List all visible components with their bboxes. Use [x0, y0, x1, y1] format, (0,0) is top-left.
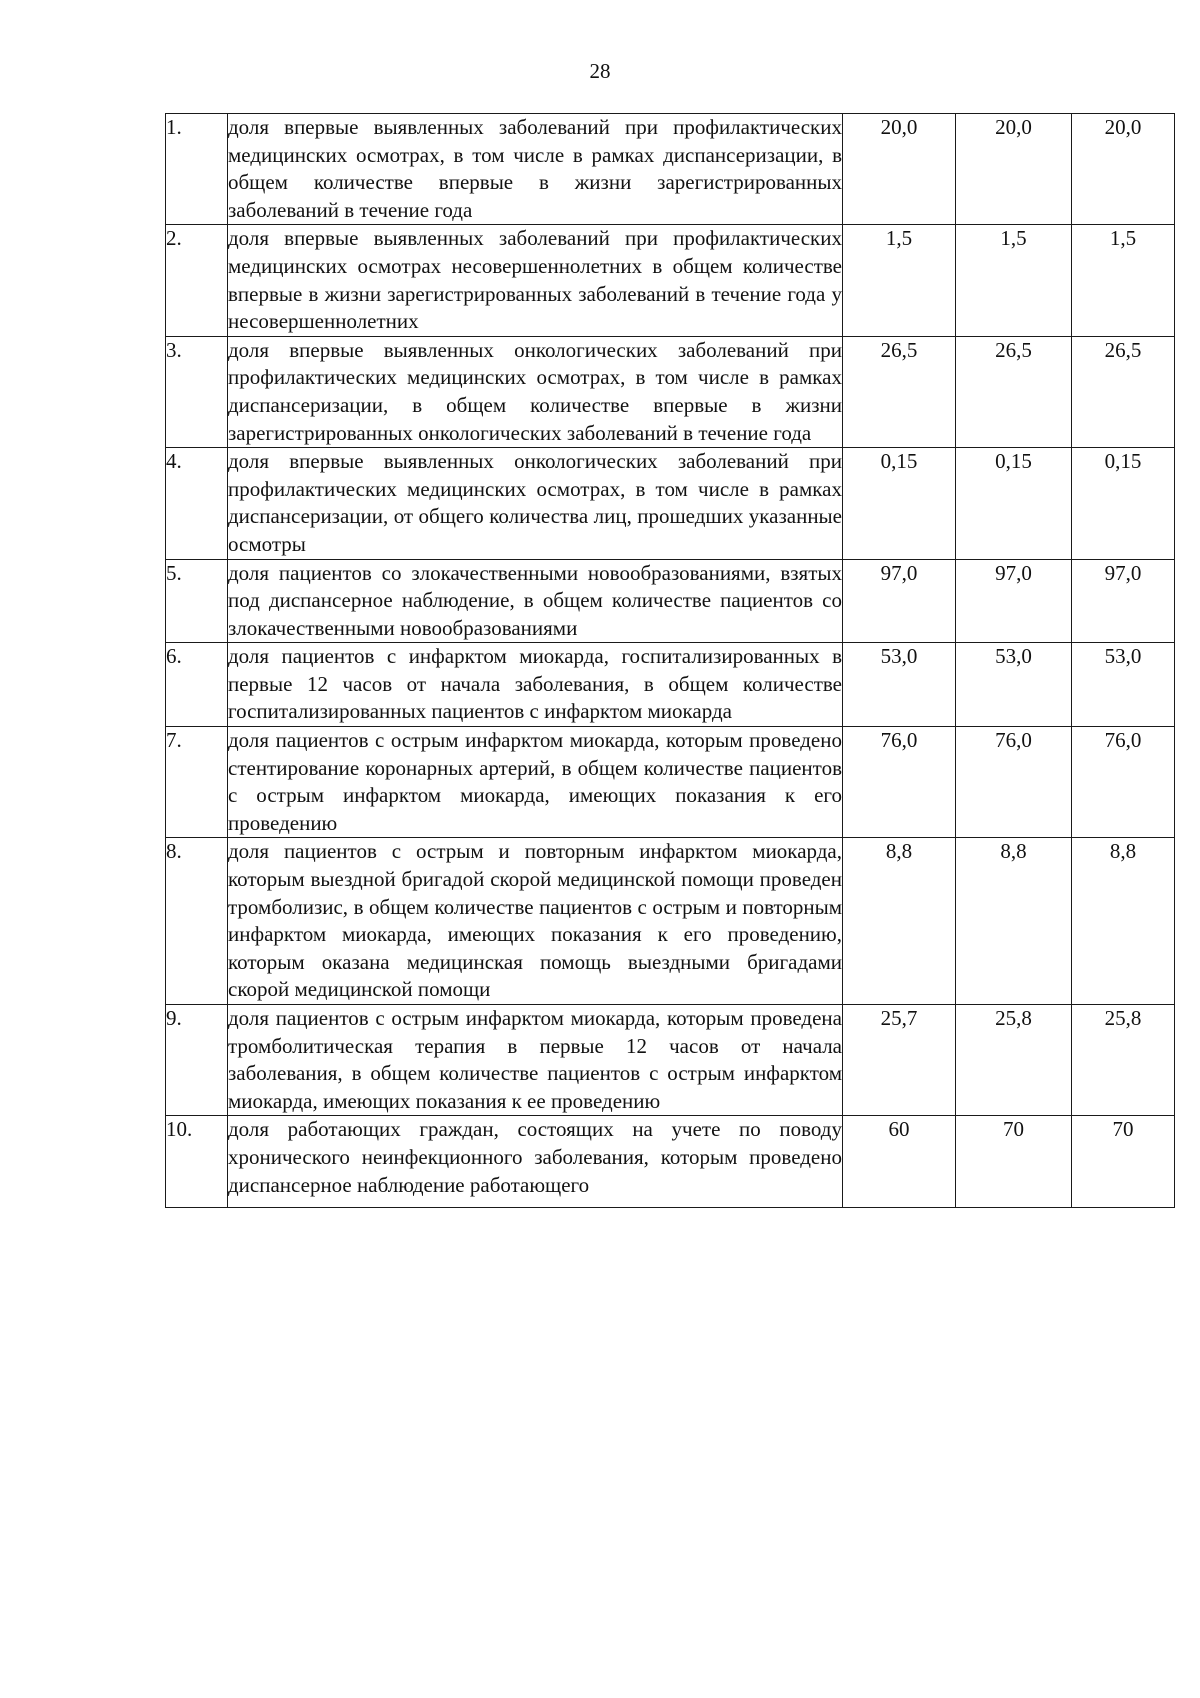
value-column-2: 8,8: [956, 838, 1072, 1005]
table-row: [166, 336, 1175, 447]
row-number: 7.: [166, 727, 228, 838]
value-column-2: 76,0: [956, 727, 1072, 838]
table-row: [166, 225, 1175, 336]
table-row: [166, 643, 1175, 727]
value-column-3: 25,8: [1072, 1005, 1175, 1116]
value-column-1: 0,15: [843, 448, 956, 559]
value-column-2: 97,0: [956, 559, 1072, 643]
table-row: [166, 559, 1175, 643]
value-column-1: 1,5: [843, 225, 956, 336]
table-row: [166, 1116, 1175, 1208]
value-column-3: 53,0: [1072, 643, 1175, 727]
table-row: [166, 838, 1175, 1005]
value-column-2: 1,5: [956, 225, 1072, 336]
table-row: [166, 448, 1175, 559]
row-number: 5.: [166, 559, 228, 643]
value-column-3: 97,0: [1072, 559, 1175, 643]
value-column-1: 25,7: [843, 1005, 956, 1116]
table-row: [166, 1005, 1175, 1116]
value-column-1: 97,0: [843, 559, 956, 643]
value-column-2: 53,0: [956, 643, 1072, 727]
row-number: 1.: [166, 114, 228, 225]
indicator-description: доля впервые выявленных онкологических заболеваний при профилактических медицинских осмотрах, в том числе в рамках диспансеризации, от общего количества лиц, прошедших указанные осмотры: [228, 448, 843, 559]
value-column-1: 26,5: [843, 336, 956, 447]
indicator-description: доля впервые выявленных заболеваний при профилактических медицинских осмотрах несовершеннолетних в общем количестве впервые в жизни зарегистрированных заболеваний в течение года у несовершеннолетних: [228, 225, 843, 336]
value-column-3: 26,5: [1072, 336, 1175, 447]
value-column-1: 8,8: [843, 838, 956, 1005]
value-column-1: 76,0: [843, 727, 956, 838]
indicator-description: доля работающих граждан, состоящих на учете по поводу хронического неинфекционного заболевания, которым проведено диспансерное наблюдение работающего: [228, 1116, 843, 1208]
indicator-description: доля пациентов с острым и повторным инфарктом миокарда, которым выездной бригадой скорой медицинской помощи проведен тромболизис, в общем количестве пациентов с острым и повторным инфарктом миокарда, имеющих показания к его проведению, которым оказана медицинская помощь выездными бригадами скорой медицинской помощи: [228, 838, 843, 1005]
value-column-3: 1,5: [1072, 225, 1175, 336]
value-column-3: 70: [1072, 1116, 1175, 1208]
table-row: [166, 114, 1175, 225]
row-number: 6.: [166, 643, 228, 727]
row-number: 9.: [166, 1005, 228, 1116]
table-row: [166, 727, 1175, 838]
value-column-3: 8,8: [1072, 838, 1175, 1005]
row-number: 4.: [166, 448, 228, 559]
value-column-1: 53,0: [843, 643, 956, 727]
value-column-2: 70: [956, 1116, 1072, 1208]
indicator-description: доля пациентов со злокачественными новообразованиями, взятых под диспансерное наблюдение, в общем количестве пациентов со злокачественными новообразованиями: [228, 559, 843, 643]
value-column-1: 60: [843, 1116, 956, 1208]
value-column-2: 20,0: [956, 114, 1072, 225]
value-column-2: 26,5: [956, 336, 1072, 447]
row-number: 10.: [166, 1116, 228, 1208]
row-number: 8.: [166, 838, 228, 1005]
indicator-description: доля впервые выявленных онкологических заболеваний при профилактических медицинских осмотрах, в том числе в рамках диспансеризации, в общем количестве впервые в жизни зарегистрированных онкологических заболеваний в течение года: [228, 336, 843, 447]
indicator-description: доля впервые выявленных заболеваний при профилактических медицинских осмотрах, в том числе в рамках диспансеризации, в общем количестве впервые в жизни зарегистрированных заболеваний в течение года: [228, 114, 843, 225]
value-column-3: 76,0: [1072, 727, 1175, 838]
indicator-description: доля пациентов с инфарктом миокарда, госпитализированных в первые 12 часов от начала заболевания, в общем количестве госпитализированных пациентов с инфарктом миокарда: [228, 643, 843, 727]
page-number: 28: [589, 59, 611, 83]
value-column-2: 0,15: [956, 448, 1072, 559]
indicators-table: [165, 113, 1175, 1208]
indicator-description: доля пациентов с острым инфарктом миокарда, которым проведена тромболитическая терапия в первые 12 часов от начала заболевания, в общем количестве пациентов с острым инфарктом миокарда, имеющих показания к ее проведению: [228, 1005, 843, 1116]
indicator-description: доля пациентов с острым инфарктом миокарда, которым проведено стентирование коронарных артерий, в общем количестве пациентов с острым инфарктом миокарда, имеющих показания к его проведению: [228, 727, 843, 838]
row-number: 3.: [166, 336, 228, 447]
value-column-3: 0,15: [1072, 448, 1175, 559]
row-number: 2.: [166, 225, 228, 336]
value-column-3: 20,0: [1072, 114, 1175, 225]
value-column-2: 25,8: [956, 1005, 1072, 1116]
value-column-1: 20,0: [843, 114, 956, 225]
